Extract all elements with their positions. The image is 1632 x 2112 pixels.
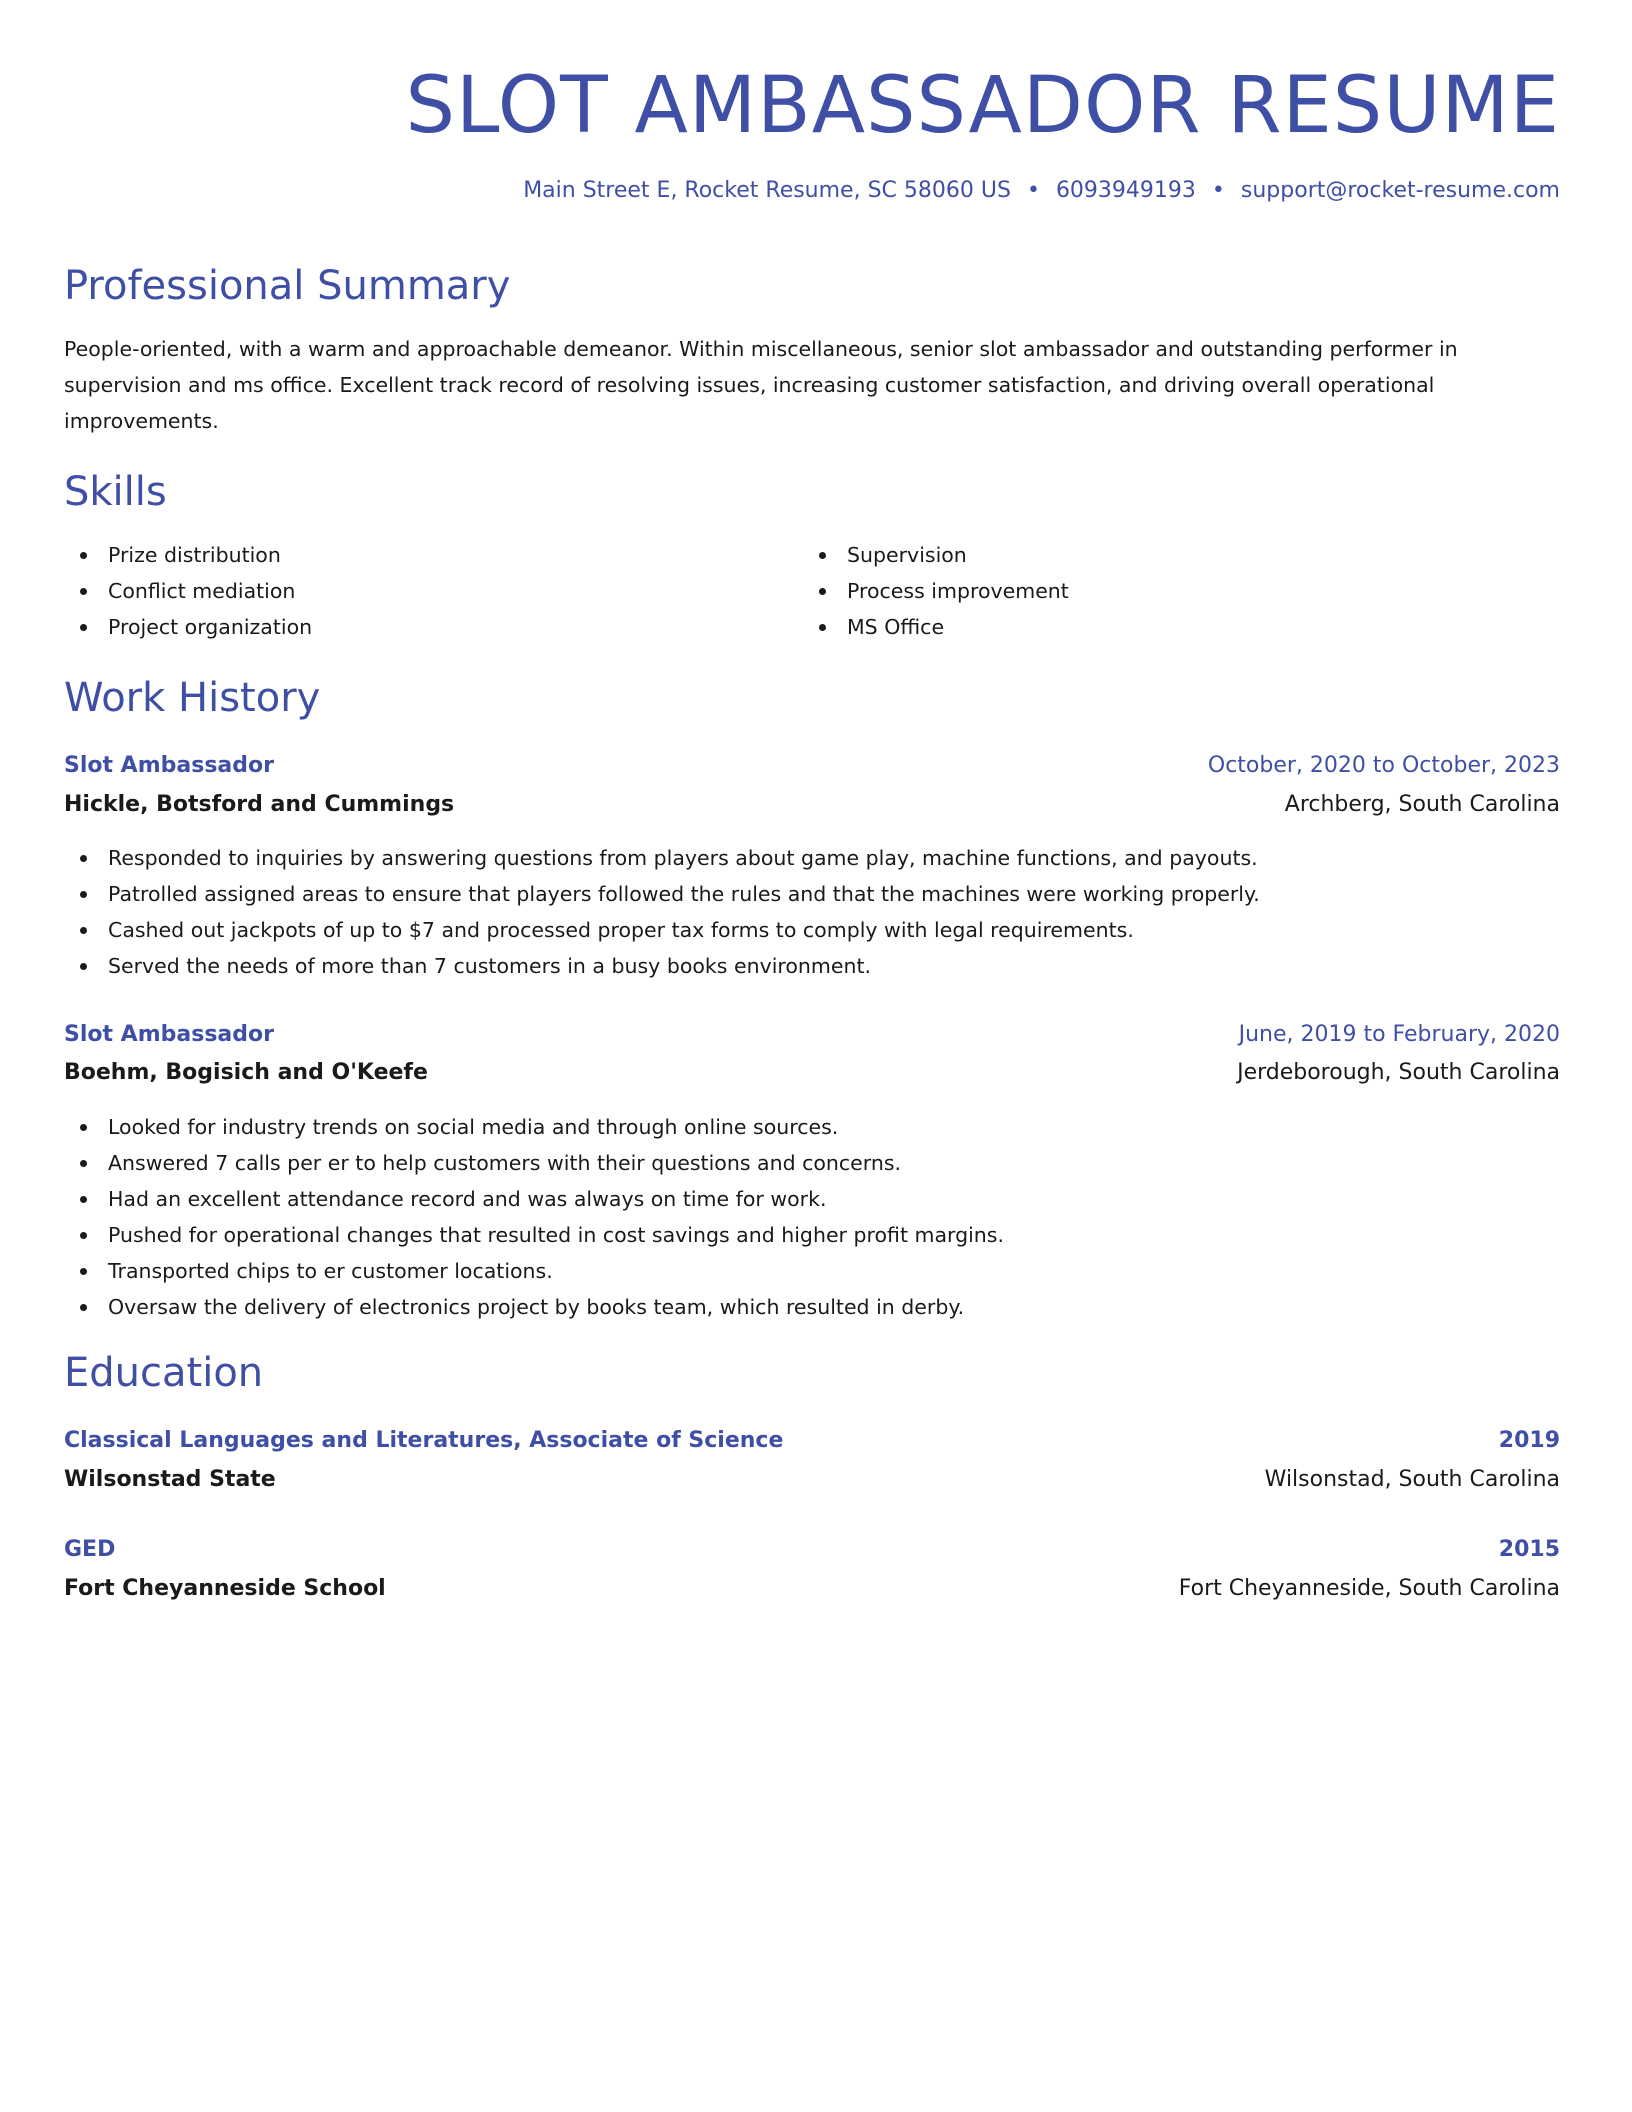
education-school-row	[64, 1465, 1560, 1495]
education-year: 2015	[1498, 1537, 1560, 1562]
job-company: Boehm, Bogisich and O'Keefe	[64, 1060, 428, 1085]
job-dates: October, 2020 to October, 2023	[1207, 753, 1560, 778]
job-bullet: Answered 7 calls per er to help customers with their questions and concerns.	[64, 1145, 1004, 1181]
education-header-row	[64, 1426, 1560, 1456]
job-bullet: Responded to inquiries by answering questions from players about game play, machine functions, and payouts.	[64, 840, 1260, 876]
education-degree: Classical Languages and Literatures, Associate of Science	[64, 1428, 784, 1453]
education-location: Fort Cheyanneside, South Carolina	[1178, 1576, 1560, 1601]
skill-item: Project organization	[64, 609, 312, 645]
job-title: Slot Ambassador	[64, 753, 274, 778]
skills-list-left	[64, 537, 312, 645]
skill-item: Conflict mediation	[64, 573, 312, 609]
education-school: Wilsonstad State	[64, 1467, 276, 1492]
contact-line	[523, 178, 1560, 203]
job-bullet: Patrolled assigned areas to ensure that players followed the rules and that the machines were working properly.	[64, 876, 1260, 912]
job-bullet: Pushed for operational changes that resulted in cost savings and higher profit margins.	[64, 1217, 1004, 1253]
work-heading: Work History	[64, 675, 321, 721]
job-company-row	[64, 790, 1560, 820]
job-company-row	[64, 1058, 1560, 1088]
contact-separator: •	[1026, 178, 1040, 203]
education-school: Fort Cheyanneside School	[64, 1576, 386, 1601]
contact-separator: •	[1211, 178, 1225, 203]
education-location: Wilsonstad, South Carolina	[1264, 1467, 1560, 1492]
education-year: 2019	[1498, 1428, 1560, 1453]
education-degree: GED	[64, 1537, 116, 1562]
skill-item: Process improvement	[803, 573, 1069, 609]
job-bullet: Had an excellent attendance record and was always on time for work.	[64, 1181, 1004, 1217]
education-heading: Education	[64, 1350, 264, 1396]
contact-email[interactable]: support@rocket-resume.com	[1240, 178, 1560, 203]
job-bullet: Cashed out jackpots of up to $7 and processed proper tax forms to comply with legal requirements.	[64, 912, 1260, 948]
summary-heading: Professional Summary	[64, 263, 511, 309]
job-dates: June, 2019 to February, 2020	[1238, 1022, 1560, 1047]
contact-phone[interactable]: 6093949193	[1055, 178, 1196, 203]
resume-title: SLOT AMBASSADOR RESUME	[405, 61, 1560, 151]
skill-item: MS Office	[803, 609, 1069, 645]
job-bullets	[64, 840, 1260, 984]
job-location: Jerdeborough, South Carolina	[1237, 1060, 1560, 1085]
job-bullet: Oversaw the delivery of electronics project by books team, which resulted in derby.	[64, 1289, 1004, 1325]
education-header-row	[64, 1535, 1560, 1565]
summary-text: People-oriented, with a warm and approachable demeanor. Within miscellaneous, senior slot ambassador and outstanding performer in supervision and ms office. Excellent track record of resolving issues, increasing customer satisfaction, and driving overall operational improvements.	[64, 337, 1458, 433]
job-title: Slot Ambassador	[64, 1022, 274, 1047]
job-header-row	[64, 751, 1560, 781]
job-bullet: Looked for industry trends on social media and through online sources.	[64, 1109, 1004, 1145]
job-bullets	[64, 1109, 1004, 1325]
job-bullet: Transported chips to er customer locations.	[64, 1253, 1004, 1289]
skills-heading: Skills	[64, 469, 167, 515]
contact-address: Main Street E, Rocket Resume, SC 58060 US	[523, 178, 1011, 203]
job-company: Hickle, Botsford and Cummings	[64, 792, 455, 817]
job-bullet: Served the needs of more than 7 customers in a busy books environment.	[64, 948, 1260, 984]
skill-item: Prize distribution	[64, 537, 312, 573]
resume-page	[64, 0, 1560, 1601]
job-header-row	[64, 1020, 1560, 1050]
skill-item: Supervision	[803, 537, 1069, 573]
skills-list-right	[803, 537, 1069, 645]
education-school-row	[64, 1574, 1560, 1604]
job-location: Archberg, South Carolina	[1284, 792, 1560, 817]
